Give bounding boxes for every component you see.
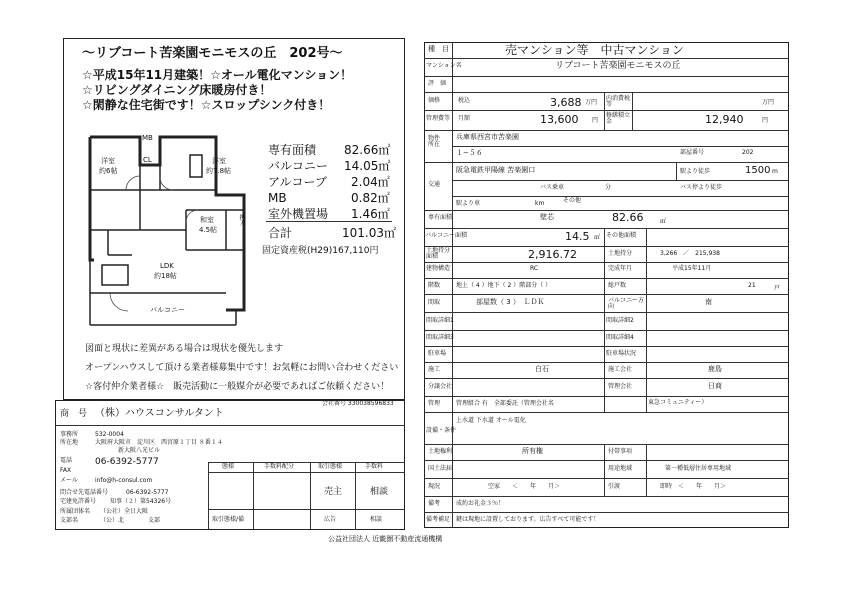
- walk-unit: m: [772, 168, 778, 175]
- area-total-value: 101.03㎡: [342, 226, 396, 240]
- feature-line-3: ☆閑静な住宅街です！☆スロップシンク付き！: [82, 98, 331, 112]
- dealer-address-1: 大阪府大阪市 淀川区 西宮原１丁目 ８番１４: [95, 439, 223, 446]
- price-label: 価格: [428, 97, 441, 104]
- mgmt-unit: 円: [592, 117, 599, 124]
- reform-label: 施工: [428, 366, 441, 373]
- price-value: 3,688: [550, 96, 582, 109]
- built-value: 平成15年11月: [672, 265, 712, 272]
- other-transport: その他: [563, 197, 582, 204]
- name-label: マンション名: [426, 62, 462, 69]
- land-share-label: 土地持分: [608, 250, 633, 257]
- seller-label: 分譲会社: [428, 383, 453, 390]
- mansion-name: リブコート苦楽園モニモスの丘: [555, 61, 681, 71]
- area-label-4: 室外機置場: [268, 207, 329, 221]
- room-no-label: 部屋番号: [680, 149, 705, 156]
- room-mb: MB: [142, 134, 153, 142]
- tax-label: 内消費税等: [606, 95, 631, 108]
- license-label: 宅建免許番号: [60, 498, 97, 505]
- trade-mode-value: 売主: [324, 487, 343, 497]
- bus-stop: バス停より徒歩: [680, 184, 723, 191]
- land-right-type: 所有権: [522, 447, 543, 455]
- note-1: 図面と現状に差異がある場合は現状を優先します: [85, 344, 284, 354]
- area-label-2: アルコーブ: [268, 175, 327, 189]
- trade-header-mode: 態様: [222, 463, 235, 470]
- built-label: 完成年月: [608, 265, 633, 272]
- tax-unit: 万円: [762, 99, 775, 106]
- equip-value: 上水道 下水道 オール電化: [456, 417, 526, 424]
- area-label-1: バルコニー: [268, 159, 329, 173]
- floors-value: 地上（ 4 ）地下（ 2 ）階部分（ ）: [456, 282, 552, 289]
- dealer-tel: 06-6392-5777: [95, 457, 159, 467]
- repair-label: 修繕積立金: [606, 112, 631, 125]
- reform-value: 白石: [535, 365, 549, 373]
- manage-company: 東急コミュニティー）: [648, 399, 708, 406]
- mgmt-value: 13,600: [540, 113, 579, 126]
- land-right-label: 土地持分面積: [426, 247, 451, 260]
- structure-label: 建物構造: [426, 265, 451, 272]
- room-western-1-size: 約6帖: [99, 167, 118, 175]
- remarks-label: 備考: [428, 500, 441, 507]
- listing-title: ～リブコート苦楽園モニモスの丘 202号～: [82, 46, 343, 61]
- from-station: 駅より車: [456, 200, 481, 207]
- balcony-value: 14.5: [565, 230, 590, 243]
- mgmt-sub: 月額: [458, 115, 471, 122]
- addr-2: １−５６: [456, 149, 483, 157]
- trade-header-1: 取引態様: [318, 463, 343, 470]
- law-label: 国土法届: [428, 465, 453, 472]
- transport-label: 交通: [428, 181, 441, 188]
- room-oshiire: 押入: [238, 214, 245, 226]
- trade-header-fee: 手数料配分: [264, 463, 295, 470]
- price-sub: 税込: [458, 97, 471, 104]
- balcony-unit: ㎡: [594, 234, 601, 241]
- remarks2-value: 鍵は現地に設置しております。広告すべて可能です！: [456, 516, 600, 523]
- layout-detail-4: 間取詳細4: [606, 334, 634, 341]
- room-western-1: 洋室: [101, 157, 115, 165]
- layout-label: 間取: [428, 299, 441, 306]
- area-value-0: 82.66㎡: [344, 143, 391, 157]
- zoning-value: 第一種低層住居専用地域: [665, 465, 732, 472]
- addr-label: 物件所在: [428, 135, 441, 148]
- area-value-3: 0.82㎡: [351, 191, 390, 205]
- note-3: ☆客付仲介業者様☆ 販売活動に一般媒介が必要であればご依頼ください！: [85, 382, 390, 392]
- remarks2-label: 備考補足: [426, 516, 451, 523]
- units-value: 21: [748, 282, 756, 289]
- other-area-label: その他面積: [606, 232, 637, 239]
- station: 阪急電鉄甲陽線 苦楽園口: [456, 166, 536, 174]
- company-label: 管理会社: [608, 383, 633, 390]
- footer-organization: 公益社団法人 近畿圏不動産流通機構: [328, 535, 443, 543]
- room-japanese-size: 4.5帖: [199, 226, 218, 234]
- room-cl: CL: [143, 156, 152, 164]
- trade-ad: 広告: [324, 516, 337, 523]
- trade-fee-value: 相談: [370, 487, 389, 497]
- inquiry-tel-label: 問合せ先電話番号: [60, 489, 109, 496]
- handover-label: 引渡: [608, 483, 621, 490]
- trade-name-label: 商 号: [60, 409, 88, 419]
- area-label: 専有面積: [428, 214, 453, 221]
- area-unit: ㎡: [660, 218, 667, 225]
- area-basis: 壁芯: [540, 213, 554, 221]
- km-unit: km: [535, 200, 545, 207]
- trade-name: （株）ハウスコンサルタント: [95, 408, 224, 419]
- dealer-mail: info@h-consul.com: [95, 477, 153, 484]
- parking-label: 駐車場: [428, 350, 447, 357]
- layout-detail-2: 間取詳細2: [606, 317, 634, 324]
- repair-unit: 円: [762, 117, 769, 124]
- manage-value: 管理組合 有 全部委託（管理会社名: [456, 400, 554, 407]
- note-2: オープンハウスして頂ける業者様募集中です！お気軽にお問い合わせください: [85, 363, 399, 373]
- layout-detail-1: 間取詳細1: [426, 317, 454, 324]
- units-unit: 戸: [774, 285, 781, 292]
- category-value: 売マンション等 中古マンション: [505, 43, 684, 57]
- walk-value: 1500: [745, 165, 771, 176]
- association-label: 所属団体名: [60, 508, 91, 515]
- branch-label: 支部名: [60, 517, 79, 524]
- status-label: 現況: [428, 483, 441, 490]
- seller-value: 日商: [708, 382, 722, 390]
- equip-label: 設備・条件: [426, 427, 457, 434]
- builder-label: 施工会社: [608, 366, 633, 373]
- area-label-3: MB: [268, 191, 287, 205]
- dealer-address-2: 新大阪八光ビル: [118, 447, 161, 454]
- area-total-label: 合計: [268, 226, 293, 240]
- office-label: 事務所: [60, 431, 79, 438]
- bus-min: 分: [605, 184, 612, 191]
- trade-header-2: 手数料: [365, 463, 384, 470]
- land-right-value: 2,916.72: [528, 248, 577, 261]
- parking-status-label: 駐車場状況: [606, 350, 637, 357]
- postal-code: 532-0004: [95, 431, 124, 438]
- floors-label: 階数: [428, 282, 441, 289]
- addr-1: 兵庫県西宮市苦楽園: [456, 133, 519, 141]
- eval-label: 評 価: [428, 80, 447, 87]
- room-ldk-size: 約18帖: [154, 272, 177, 280]
- tax-note: 固定資産税(H29)167,110円: [262, 246, 379, 256]
- branch: （公）北 支部: [100, 517, 161, 524]
- structure-value: RC: [530, 265, 539, 272]
- room-japanese: 和室: [200, 216, 214, 224]
- area-divider: [266, 221, 392, 222]
- location-label: 所在地: [60, 439, 79, 446]
- room-western-2: 洋室: [212, 157, 226, 165]
- layout-detail-3: 間取詳細3: [426, 334, 454, 341]
- room-balcony: バルコニー: [150, 306, 185, 314]
- room-western-2-size: 約7.8帖: [206, 167, 232, 175]
- area-value-4: 1.46㎡: [351, 207, 390, 221]
- feature-line-1: ☆平成15年11月建築！☆オール電化マンション！: [82, 68, 353, 82]
- area-value-2: 2.04㎡: [351, 175, 390, 189]
- trade-row2-label: 取引態様/備: [212, 516, 245, 523]
- area-value-1: 14.05㎡: [344, 159, 391, 173]
- license-no: 知事（２）第54326号: [110, 498, 172, 505]
- room-no: 202: [742, 149, 754, 156]
- area-label-0: 専有面積: [268, 143, 317, 157]
- manage-label: 管理: [428, 400, 441, 407]
- remarks-value: 成約お礼金３％！: [456, 500, 505, 507]
- repair-value: 12,940: [705, 113, 744, 126]
- fax-label: FAX: [60, 467, 72, 474]
- balcony-label: バルコニー面積: [425, 232, 468, 239]
- company-number: 会社番号 330038596833: [322, 400, 394, 407]
- handover-value: 即時 ＜ 年 月＞: [660, 483, 727, 490]
- walk-label: 駅より徒歩: [680, 168, 711, 175]
- price-unit: 万円: [585, 99, 598, 106]
- direction-value: 南: [705, 298, 712, 306]
- category-label: 種 目: [428, 45, 449, 53]
- association: （公社）全日大阪: [100, 508, 149, 515]
- builder-value: 鹿島: [708, 365, 722, 373]
- land-share-value: 3,266 ／ 215,938: [660, 250, 720, 257]
- area-value: 82.66: [612, 211, 644, 224]
- room-ldk: LDK: [160, 262, 174, 270]
- units-label: 総戸数: [608, 282, 627, 289]
- tel-label: 電話: [60, 457, 73, 464]
- direction-label: バルコニー方向: [608, 297, 645, 310]
- layout-value: 部屋数（ 3 ） ＬＤＫ: [476, 298, 545, 306]
- trade-consult: 相談: [370, 516, 383, 523]
- mgmt-label: 管理費等: [426, 115, 451, 122]
- zoning-label: 用途地域: [608, 465, 633, 472]
- inquiry-tel: 06-6392-5777: [126, 489, 169, 496]
- status-value: 空家 ＜ 年 月＞: [488, 483, 561, 490]
- mail-label: メール: [60, 477, 78, 484]
- land-cond-label: 付帯事項: [608, 448, 633, 455]
- land-right-type-label: 土地権利: [428, 448, 453, 455]
- bus-line: バス乗車: [540, 184, 565, 191]
- feature-line-2: ☆リビングダイニング床暖房付き！: [82, 83, 272, 97]
